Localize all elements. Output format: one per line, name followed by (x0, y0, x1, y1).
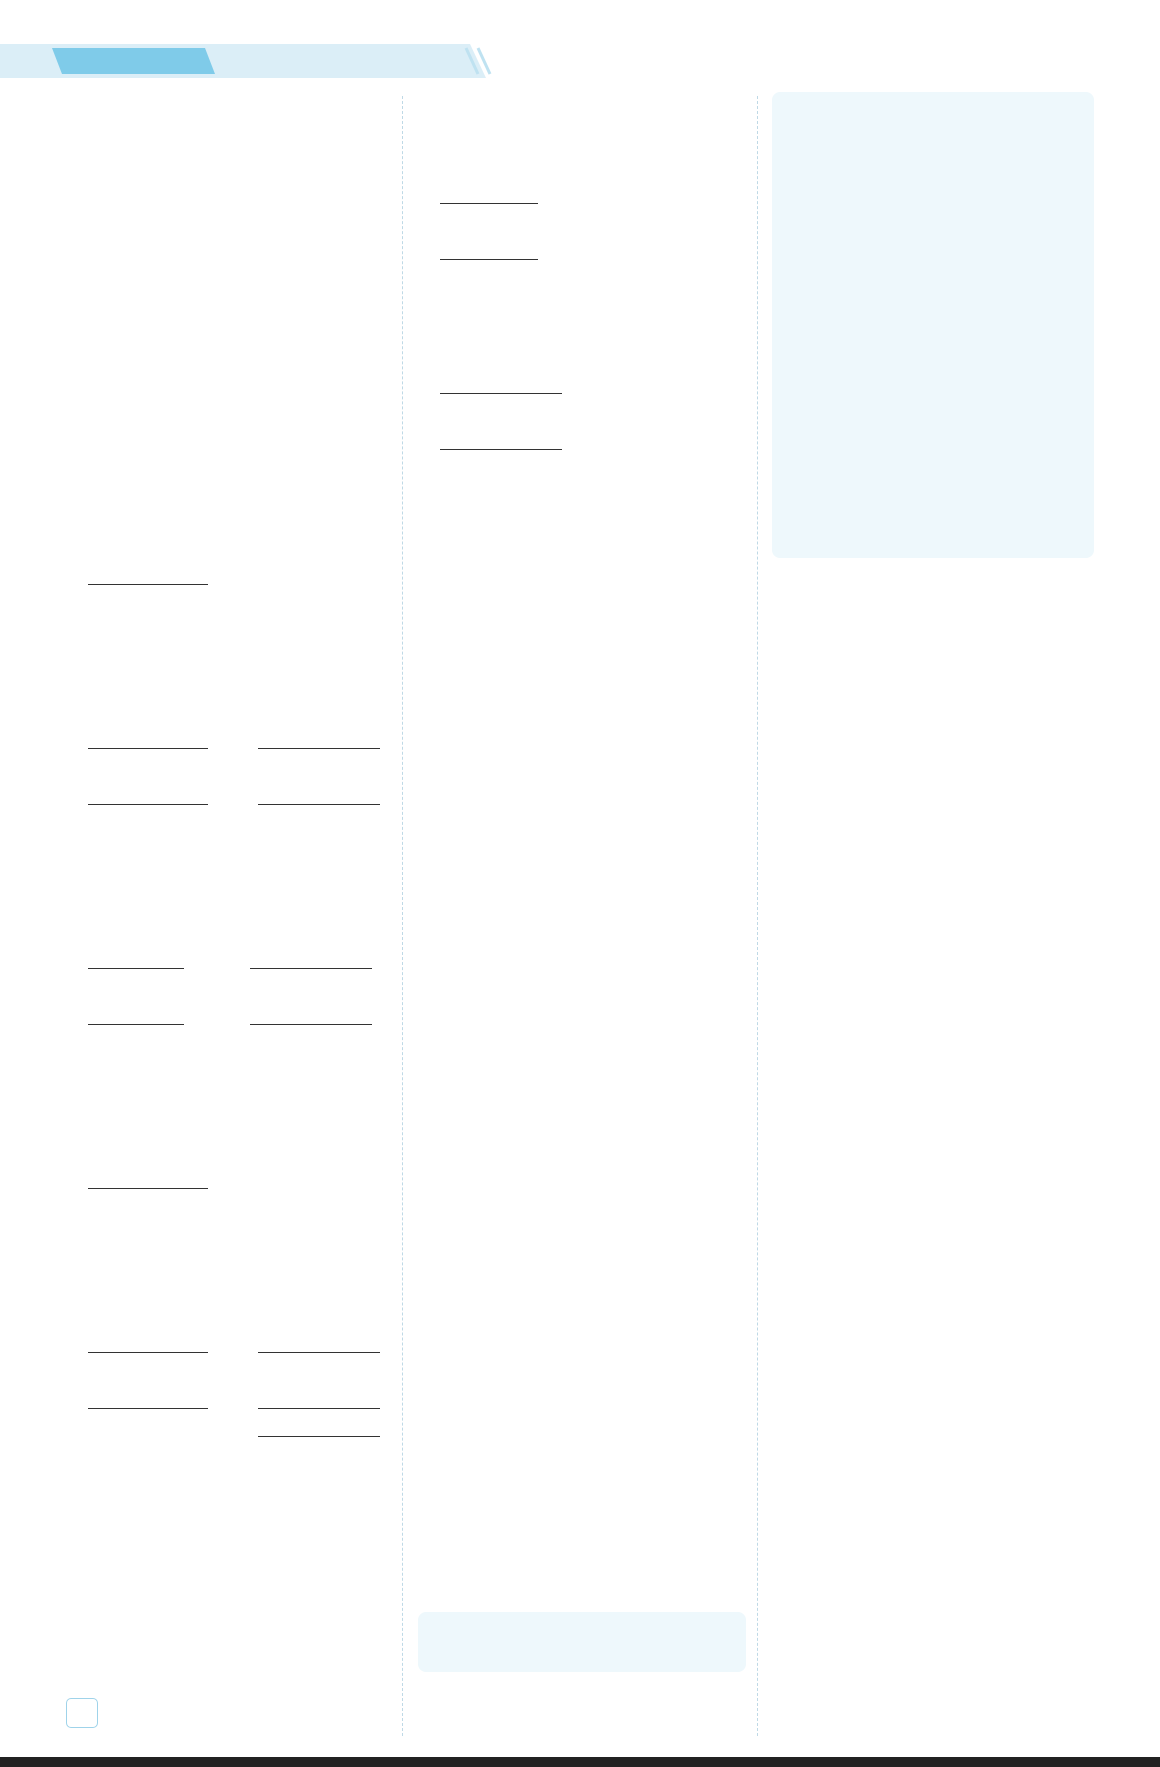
vm-rule (258, 748, 380, 749)
vm-rule (258, 1352, 380, 1353)
page-number-box (66, 1698, 98, 1728)
vm-rule (440, 203, 538, 204)
vm-rule (88, 1352, 208, 1353)
vm-rule (440, 393, 562, 394)
column-divider-1 (402, 96, 403, 1736)
vm-rule (88, 1408, 208, 1409)
vm-rule (258, 1408, 380, 1409)
vm-rule (258, 1436, 380, 1437)
column-divider-2 (757, 96, 758, 1736)
vm-rule (88, 968, 184, 969)
vm-rule (258, 804, 380, 805)
vm-rule (88, 804, 208, 805)
vm-rule (88, 1024, 184, 1025)
vm-rule (250, 1024, 372, 1025)
vm-rule (88, 748, 208, 749)
bottom-bar (0, 1757, 1160, 1767)
header-band (0, 44, 500, 78)
vm-rule (88, 584, 208, 585)
tip-box (418, 1612, 746, 1672)
explanation-panel (772, 92, 1094, 558)
vm-rule (440, 449, 562, 450)
vm-rule (250, 968, 372, 969)
vm-rule (88, 1188, 208, 1189)
vm-rule (440, 259, 538, 260)
